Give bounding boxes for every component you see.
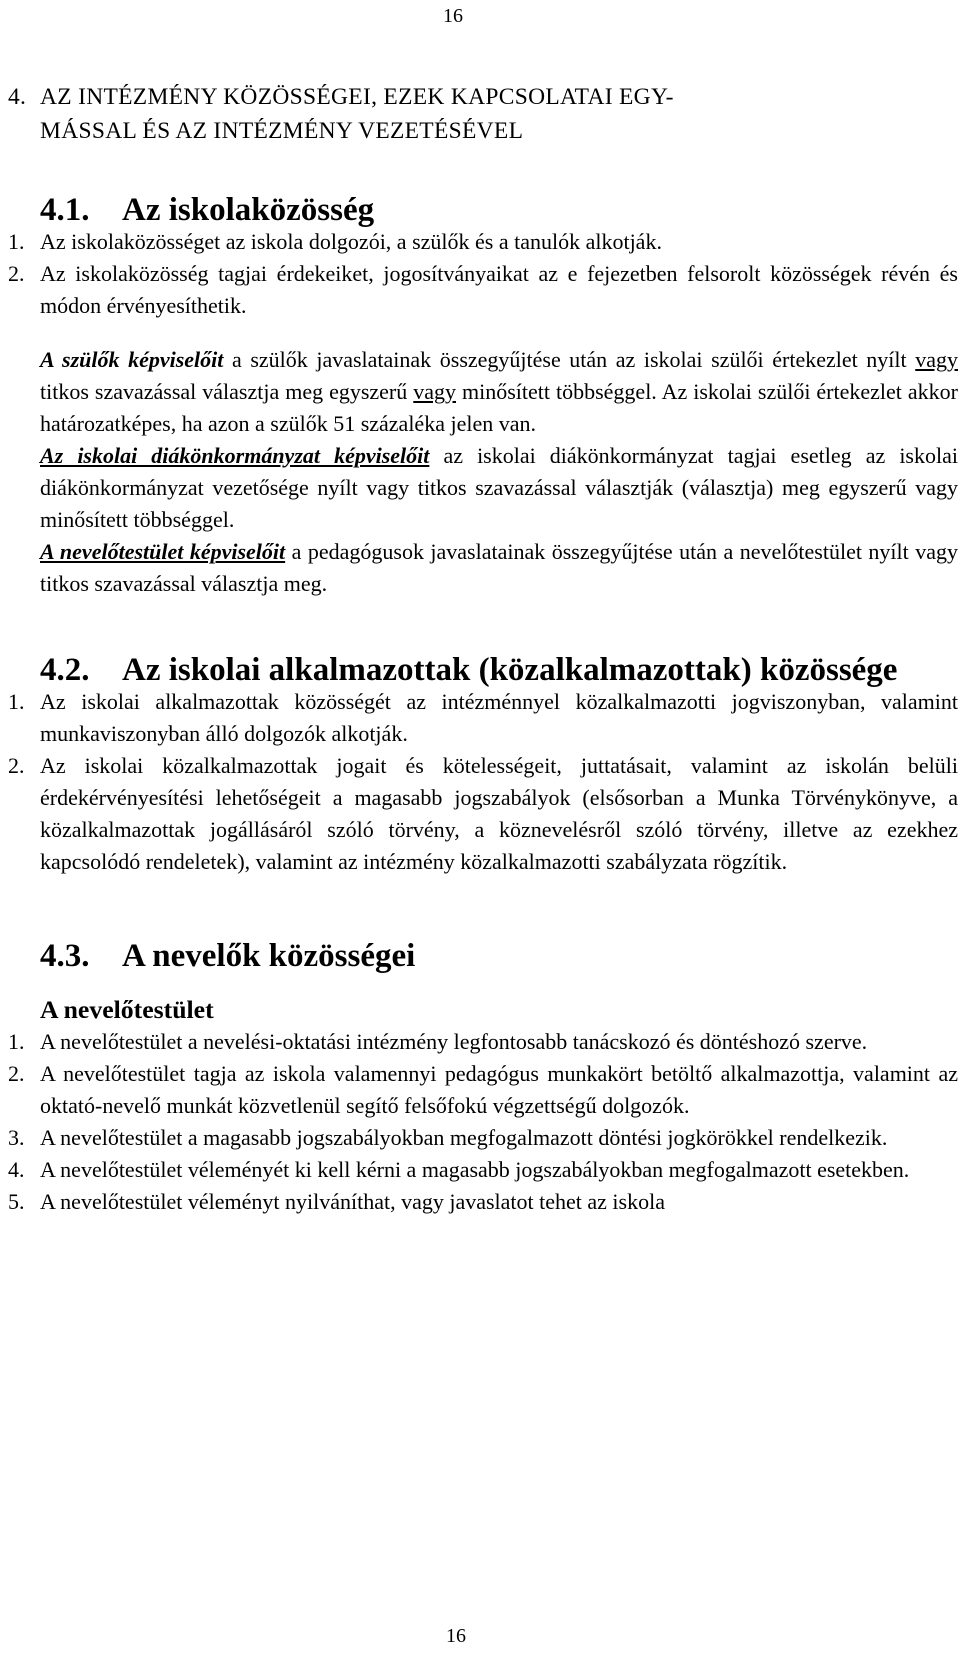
list-item <box>8 1122 958 1154</box>
student-council-lead: Az iskolai diákönkormányzat képviselőit <box>40 443 430 468</box>
section-number: 4.3. <box>40 938 90 974</box>
list-item-number: 2. <box>8 753 25 778</box>
chapter-title <box>8 80 958 148</box>
section-title: A nevelők közösségei <box>122 938 416 974</box>
chapter-number: 4. <box>8 84 27 110</box>
section-heading-4-3 <box>8 940 958 972</box>
list-item-text: A nevelőtestület véleményt nyilváníthat, vagy javaslatot tehet az iskola <box>40 1189 665 1214</box>
parents-representatives-lead: A szülők képviselőit <box>40 347 224 372</box>
subheading-teaching-staff: A nevelőtestület <box>40 995 214 1024</box>
paragraph-text: a szülők javaslatainak összegyűjtése után az iskolai szülői értekezlet nyílt <box>223 347 916 372</box>
section-number: 4.1. <box>40 192 90 228</box>
list-item-text: A nevelőtestület a nevelési-oktatási intézmény legfontosabb tanácskozó és döntéshozó szerve. <box>40 1029 868 1054</box>
list-item <box>8 258 958 322</box>
list-item-number: 2. <box>8 261 25 286</box>
list-item <box>8 750 958 878</box>
underlined-vagy: vagy <box>915 347 958 372</box>
list-item-number: 1. <box>8 229 25 254</box>
paragraph-text: minősített többséggel. Az iskolai szülői értekezlet akkor határozatképes, ha azon a szülők 51 százaléka jelen van. <box>40 379 958 436</box>
paragraph-text: az iskolai diákönkormányzat tagjai esetleg az iskolai diákönkormányzat vezetősége nyílt vagy titkos szavazással választják (választja) meg egyszerű vagy minősített többséggel. <box>40 443 958 532</box>
document-body <box>8 80 958 1218</box>
chapter-title-line2: MÁSSAL ÉS AZ INTÉZMÉNY VEZETÉSÉVEL <box>40 118 524 144</box>
section-title: Az iskolaközösség <box>122 192 375 228</box>
section-4-1-list <box>8 226 958 322</box>
list-item-text: Az iskolaközösséget az iskola dolgozói, a szülők és a tanulók alkotják. <box>40 229 662 254</box>
list-item-number: 1. <box>8 1029 25 1054</box>
paragraph-text: titkos szavazással választja meg egyszerű <box>40 379 414 404</box>
underlined-vagy: vagy <box>413 379 457 404</box>
list-item-number: 4. <box>8 1157 25 1182</box>
list-item-text: Az iskolaközösség tagjai érdekeiket, jogosítványaikat az e fejezetben felsorolt közösségek révén és módon érvényesíthetik. <box>40 261 958 318</box>
section-4-3-list <box>8 1026 958 1218</box>
page-number-top: 16 <box>443 5 463 27</box>
teaching-staff-paragraph <box>40 536 958 600</box>
list-item-text: A nevelőtestület tagja az iskola valamennyi pedagógus munkakört betöltő alkalmazottja, valamint az oktató-nevelő munkát közvetlenül segítő felsőfokú végzettségű dolgozók. <box>40 1061 958 1118</box>
parents-representatives-paragraph <box>40 344 958 440</box>
list-item <box>8 1186 958 1218</box>
teaching-staff-lead: A nevelőtestület képviselőit <box>40 539 286 564</box>
representatives-block <box>8 344 958 600</box>
list-item <box>8 226 958 258</box>
list-item-text: A nevelőtestület a magasabb jogszabályokban megfogalmazott döntési jogkörökkel rendelkezik. <box>40 1125 888 1150</box>
section-number: 4.2. <box>40 652 90 688</box>
section-4-2-list <box>8 686 958 878</box>
section-heading-4-2 <box>8 654 958 686</box>
section-title: Az iskolai alkalmazottak (közalkalmazottak) közössége <box>122 652 898 688</box>
list-item-text: Az iskolai alkalmazottak közösségét az intézménnyel közalkalmazotti jogviszonyban, valamint munkaviszonyban álló dolgozók alkotják. <box>40 689 958 746</box>
chapter-title-line1: AZ INTÉZMÉNY KÖZÖSSÉGEI, EZEK KAPCSOLATAI EGY- <box>40 84 674 110</box>
list-item-number: 1. <box>8 689 25 714</box>
page-number-bottom: 16 <box>446 1625 466 1647</box>
student-council-paragraph <box>40 440 958 536</box>
list-item-number: 2. <box>8 1061 25 1086</box>
paragraph-text: a pedagógusok javaslatainak összegyűjtése után a nevelőtestület nyílt vagy titkos szavazással választja meg. <box>40 539 958 596</box>
list-item <box>8 686 958 750</box>
list-item-number: 3. <box>8 1125 25 1150</box>
list-item-number: 5. <box>8 1189 25 1214</box>
list-item <box>8 1058 958 1122</box>
list-item-text: A nevelőtestület véleményét ki kell kérni a magasabb jogszabályokban megfogalmazott esetekben. <box>40 1157 910 1182</box>
list-item <box>8 1026 958 1058</box>
list-item-text: Az iskolai közalkalmazottak jogait és kötelességeit, juttatásait, valamint az iskolán belüli érdekérvényesítési lehetőségeit a magasabb jogszabályok (elsősorban a Munka Törvénykönyve, a közalkalmazottak jogállásáról szóló törvény, a köznevelésről szóló törvény, illetve az ezekhez kapcsolódó rendeletek), valamint az intézmény közalkalmazotti szabályzata rögzítik. <box>40 753 958 874</box>
section-heading-4-1 <box>8 194 958 226</box>
list-item <box>8 1154 958 1186</box>
